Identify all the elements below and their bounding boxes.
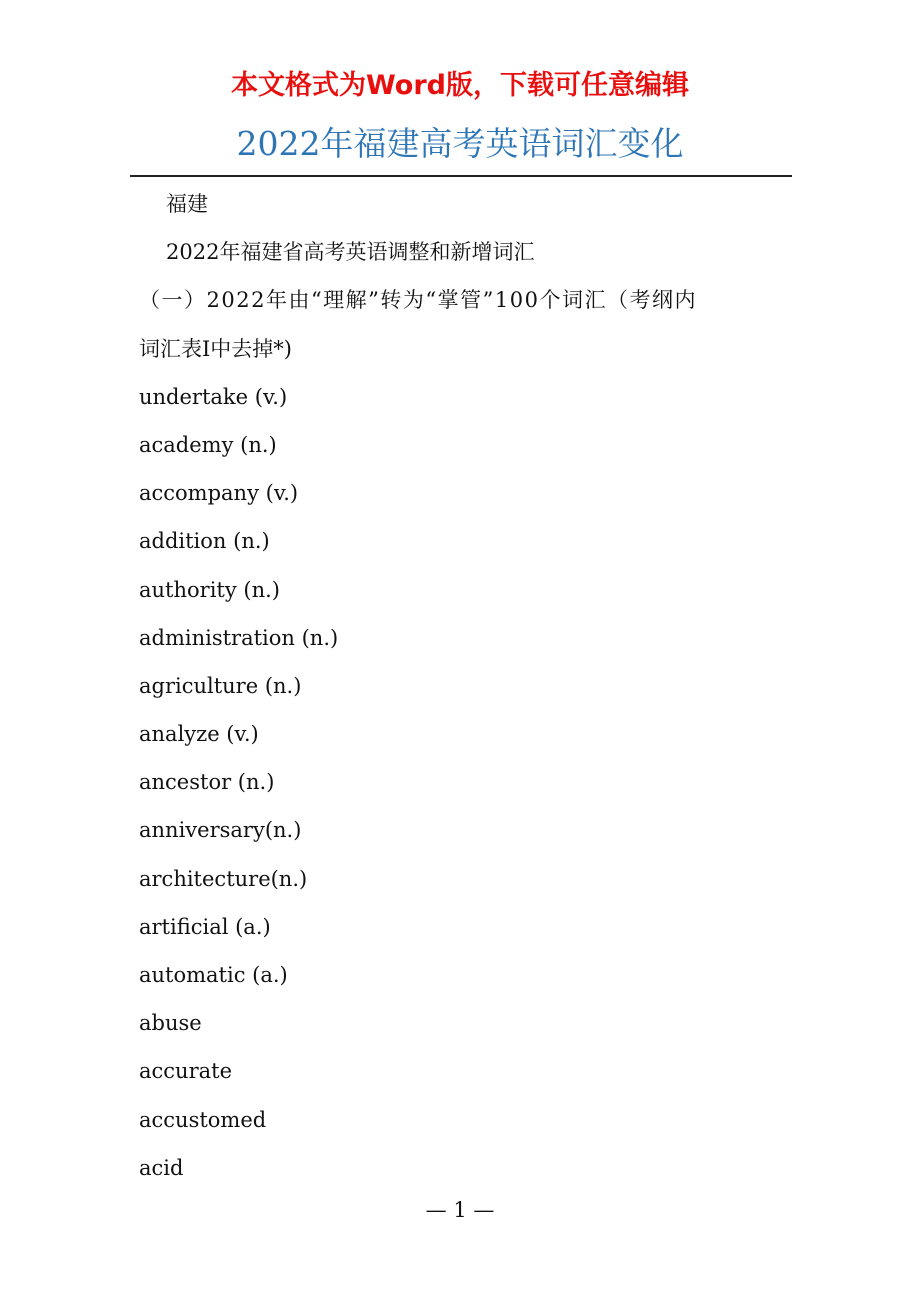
format-banner: 本文格式为Word版，下载可任意编辑: [230, 70, 689, 101]
paragraph-section-heading-line1: （一）2022年由“理解”转为“掌管”100个词汇（考纲内: [139, 288, 697, 313]
word-entry: agriculture (n.): [139, 673, 302, 698]
word-entry: administration (n.): [139, 625, 339, 650]
word-entry: anniversary(n.): [139, 818, 302, 843]
word-entry: automatic (a.): [139, 963, 288, 987]
word-entry: addition (n.): [139, 529, 270, 554]
page-number: — 1 —: [425, 1198, 495, 1222]
document-title: 2022年福建高考英语词汇变化: [236, 124, 684, 163]
paragraph-subtitle: 2022年福建省高考英语调整和新增词汇: [166, 240, 535, 265]
paragraph-region: 福建: [166, 192, 208, 216]
word-entry: authority (n.): [139, 577, 280, 602]
word-entry: accustomed: [139, 1107, 267, 1132]
word-entry: ancestor (n.): [139, 770, 275, 795]
word-entry: undertake (v.): [139, 384, 288, 409]
word-entry: accurate: [139, 1059, 232, 1084]
document-body: [139, 180, 799, 1192]
word-entry: abuse: [139, 1011, 202, 1036]
word-entry: accompany (v.): [139, 481, 299, 506]
word-entry: academy (n.): [139, 432, 277, 457]
paragraph-section-heading-line2: 词汇表I中去掉*): [139, 336, 292, 361]
word-entry: analyze (v.): [139, 722, 259, 747]
word-entry: acid: [139, 1155, 184, 1180]
title-divider: [130, 175, 792, 177]
word-entry: artificial (a.): [139, 914, 271, 939]
word-entry: architecture(n.): [139, 866, 308, 891]
